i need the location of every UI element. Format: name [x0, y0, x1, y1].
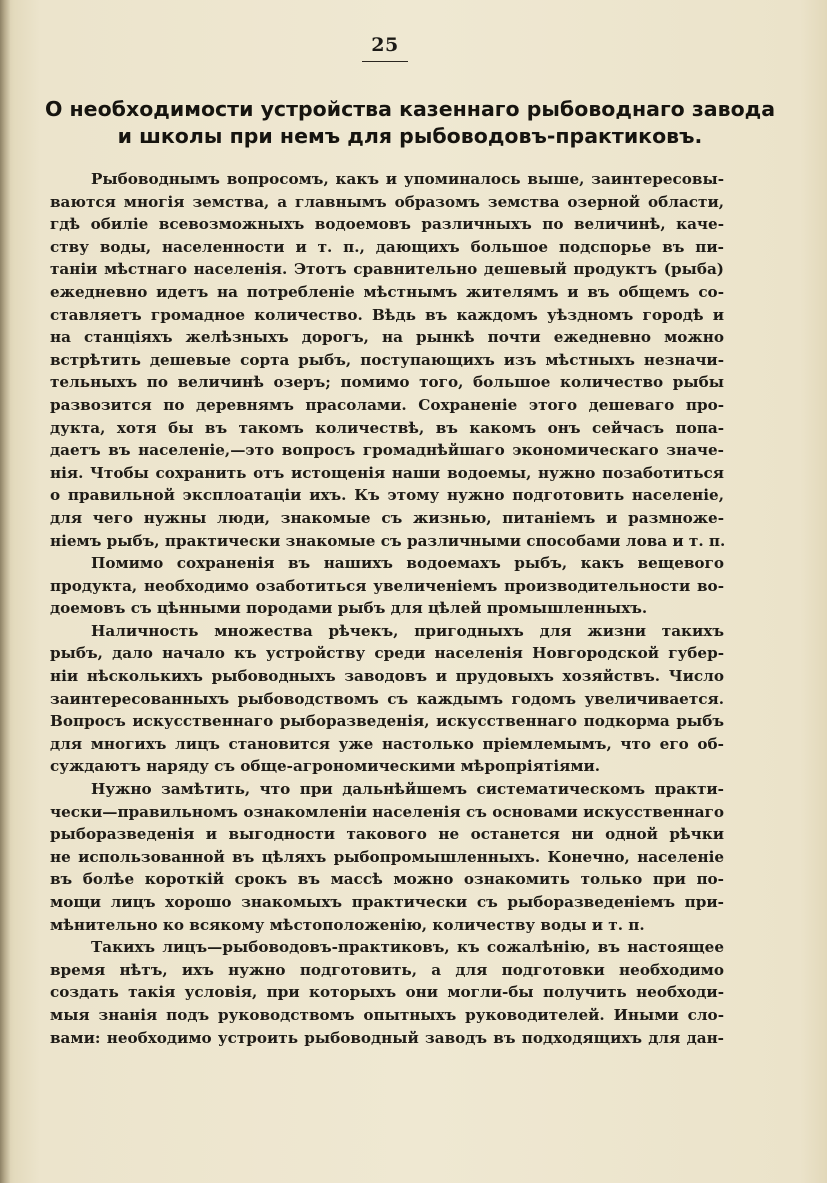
text-line: создать такія условія, при которыхъ они могли-бы получить необходи- [50, 983, 724, 1002]
text-line: для многихъ лицъ становится уже настолько пріемлемымъ, что его об- [50, 734, 724, 753]
text-line: даетъ въ населеніе,—это вопросъ громаднѣйшаго экономическаго значе- [50, 441, 724, 460]
text-line: рыборазведенія и выгодности такового не останется ни одной рѣчки [50, 825, 724, 844]
text-line: встрѣтить дешевые сорта рыбъ, поступающихъ изъ мѣстныхъ незначи- [50, 350, 724, 369]
article-body [50, 168, 724, 1049]
text-line: рыбъ, дало начало къ устройству среди населенія Новгородской губер- [50, 644, 724, 663]
text-line: мощи лицъ хорошо знакомыхъ практически съ рыборазведеніемъ при- [50, 893, 724, 911]
text-line: заинтересованныхъ рыбоводствомъ съ каждымъ годомъ увеличивается. [50, 689, 724, 708]
text-line: въ болѣе короткій срокъ въ массѣ можно ознакомить только при по- [50, 870, 724, 889]
text-line: Помимо сохраненія въ нашихъ водоемахъ рыбъ, какъ вещевого [91, 554, 724, 573]
text-line: время нѣтъ, ихъ нужно подготовить, а для подготовки необходимо [50, 960, 724, 979]
text-line: ваются многія земства, а главнымъ образомъ земства озерной области, [50, 192, 724, 211]
text-line: ежедневно идетъ на потребленіе мѣстнымъ жителямъ и въ общемъ со- [50, 282, 724, 301]
text-line: продукта, необходимо озаботиться увеличеніемъ производительности во- [50, 576, 724, 595]
text-line: мыя знанія подъ руководствомъ опытныхъ руководителей. Иными сло- [50, 1005, 724, 1024]
text-line: развозится по деревнямъ прасолами. Сохраненіе этого дешеваго про- [50, 395, 724, 414]
text-line: Рыбоводнымъ вопросомъ, какъ и упоминалось выше, заинтересовы- [91, 170, 724, 188]
text-line: ству воды, населенности и т. п., дающихъ большое подспорье въ пи- [50, 237, 724, 256]
page-number: 25 [371, 34, 399, 56]
text-line: суждаютъ наряду съ обще-агрономическими мѣропріятіями. [50, 757, 601, 776]
text-line: о правильной эксплоатаціи ихъ. Къ этому нужно подготовить населеніе, [50, 486, 724, 505]
text-line: ніемъ рыбъ, практически знакомые съ различными способами лова и т. п. [50, 531, 726, 550]
text-line: нія. Чтобы сохранить отъ истощенія наши водоемы, нужно позаботиться [50, 463, 724, 482]
title-line: О необходимости устройства казеннаго рыбоводнаго завода [44, 97, 776, 121]
text-line: чески—правильномъ ознакомленіи населенія съ основами искусственнаго [50, 802, 724, 821]
text-line: доемовъ съ цѣнными породами рыбъ для цѣлей промышленныхъ. [50, 599, 648, 618]
text-line: дукта, хотя бы въ такомъ количествѣ, въ какомъ онъ сейчасъ попа- [50, 418, 724, 437]
text-line: для чего нужны люди, знакомые съ жизнью, питаніемъ и размноже- [50, 508, 724, 527]
text-line: таніи мѣстнаго населенія. Этотъ сравнительно дешевый продуктъ (рыба) [50, 260, 724, 279]
text-line: Такихъ лицъ—рыбоводовъ-практиковъ, къ сожалѣнію, въ настоящее [91, 938, 724, 957]
text-line: не использованной въ цѣляхъ рыбопромышленныхъ. Конечно, населеніе [50, 847, 724, 866]
text-line: на станціяхъ желѣзныхъ дорогъ, на рынкѣ почти ежедневно можно [50, 328, 724, 347]
text-line: вами: необходимо устроить рыбоводный заводъ въ подходящихъ для дан- [50, 1028, 724, 1047]
text-line: ніи нѣсколькихъ рыбоводныхъ заводовъ и прудовыхъ хозяйствъ. Число [50, 667, 724, 686]
text-line: Нужно замѣтить, что при дальнѣйшемъ систематическомъ практи- [91, 780, 724, 799]
text-line: мѣнительно ко всякому мѣстоположенію, количеству воды и т. п. [50, 915, 645, 934]
text-line: гдѣ обиліе всевозможныхъ водоемовъ различныхъ по величинѣ, каче- [50, 215, 724, 234]
page-number-rule [362, 61, 408, 62]
text-line: ставляетъ громадное количество. Вѣдь въ каждомъ уѣздномъ городѣ и [50, 305, 724, 324]
book-binding-edge [0, 0, 10, 1183]
text-line: Наличность множества рѣчекъ, пригодныхъ для жизни такихъ [91, 621, 724, 640]
text-line: тельныхъ по величинѣ озеръ; помимо того, большое количество рыбы [50, 373, 724, 392]
article-title [40, 96, 780, 150]
text-line: Вопросъ искусственнаго рыборазведенія, искусственнаго подкорма рыбъ [50, 712, 724, 731]
title-line: и школы при немъ для рыбоводовъ-практиковъ. [117, 124, 703, 148]
